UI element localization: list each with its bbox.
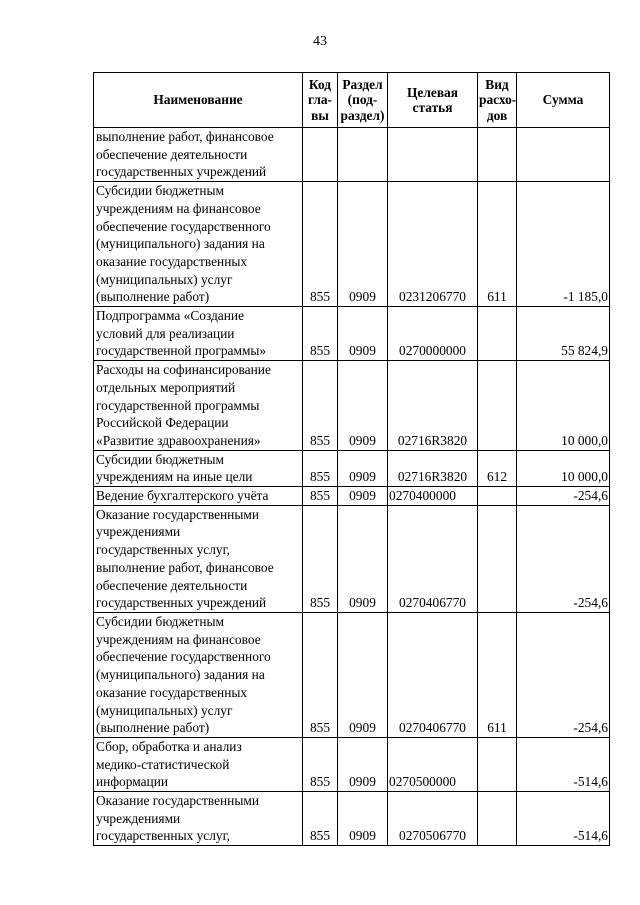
row-section: 0909	[338, 737, 388, 791]
row-sum: -514,6	[517, 792, 610, 846]
row-sum: -254,6	[517, 487, 610, 506]
row-target: 0270506770	[388, 792, 478, 846]
row-sum: -1 185,0	[517, 182, 610, 307]
row-type	[478, 505, 517, 612]
table-row	[94, 737, 610, 791]
table-row	[94, 361, 610, 451]
header-code: Код гла- вы	[303, 73, 338, 128]
row-type: 612	[478, 450, 517, 486]
row-code: 855	[303, 737, 338, 791]
table-row	[94, 450, 610, 486]
row-sum: 10 000,0	[517, 450, 610, 486]
table-row	[94, 182, 610, 307]
row-target: 0270406770	[388, 505, 478, 612]
row-name: Субсидии бюджетным учреждениям на финансовое обеспечение государственного (муниципального) задания на оказание государственных (муниципальных) услуг (выполнение работ)	[94, 612, 303, 737]
table-row	[94, 612, 610, 737]
header-sum: Сумма	[517, 73, 610, 128]
row-type	[478, 792, 517, 846]
row-section: 0909	[338, 450, 388, 486]
row-name: Сбор, обработка и анализ медико-статистической информации	[94, 737, 303, 791]
row-code: 855	[303, 361, 338, 451]
table-header-row	[94, 73, 610, 128]
row-target: 0270400000	[388, 487, 478, 506]
row-type	[478, 361, 517, 451]
row-code: 855	[303, 792, 338, 846]
header-target: Целевая статья	[388, 73, 478, 128]
row-sum: -254,6	[517, 612, 610, 737]
row-type: 611	[478, 182, 517, 307]
table-row	[94, 128, 610, 182]
row-sum: 55 824,9	[517, 307, 610, 361]
row-type	[478, 307, 517, 361]
row-name: Оказание государственными учреждениями государственных услуг,	[94, 792, 303, 846]
row-code: 855	[303, 487, 338, 506]
row-code: 855	[303, 182, 338, 307]
table-row	[94, 792, 610, 846]
row-target: 02716R3820	[388, 361, 478, 451]
table-row	[94, 487, 610, 506]
row-sum: -514,6	[517, 737, 610, 791]
row-target: 0231206770	[388, 182, 478, 307]
row-name: Подпрограмма «Создание условий для реализации государственной программы»	[94, 307, 303, 361]
row-name: Оказание государственными учреждениями государственных услуг, выполнение работ, финансовое обеспечение деятельности государственных учреждений	[94, 505, 303, 612]
header-section: Раздел (под- раздел)	[338, 73, 388, 128]
row-target: 0270500000	[388, 737, 478, 791]
row-target	[388, 128, 478, 182]
table-row	[94, 505, 610, 612]
page-number: 43	[313, 34, 327, 49]
row-name: Расходы на софинансирование отдельных мероприятий государственной программы Российской Федерации «Развитие здравоохранения»	[94, 361, 303, 451]
row-type: 611	[478, 612, 517, 737]
row-target: 0270000000	[388, 307, 478, 361]
row-name: Ведение бухгалтерского учёта	[94, 487, 303, 506]
row-code: 855	[303, 307, 338, 361]
row-type	[478, 128, 517, 182]
row-code: 855	[303, 450, 338, 486]
row-section: 0909	[338, 505, 388, 612]
row-sum: -254,6	[517, 505, 610, 612]
row-sum	[517, 128, 610, 182]
row-name: выполнение работ, финансовое обеспечение деятельности государственных учреждений	[94, 128, 303, 182]
row-code: 855	[303, 612, 338, 737]
row-section: 0909	[338, 182, 388, 307]
row-target: 02716R3820	[388, 450, 478, 486]
row-code	[303, 128, 338, 182]
row-target: 0270406770	[388, 612, 478, 737]
row-section: 0909	[338, 612, 388, 737]
budget-table	[93, 72, 610, 846]
table-row	[94, 307, 610, 361]
row-section: 0909	[338, 361, 388, 451]
row-section: 0909	[338, 307, 388, 361]
row-section	[338, 128, 388, 182]
header-name: Наименование	[94, 73, 303, 128]
header-type: Вид расхо- дов	[478, 73, 517, 128]
row-section: 0909	[338, 487, 388, 506]
row-type	[478, 487, 517, 506]
row-name: Субсидии бюджетным учреждениям на иные цели	[94, 450, 303, 486]
row-section: 0909	[338, 792, 388, 846]
row-type	[478, 737, 517, 791]
row-code: 855	[303, 505, 338, 612]
row-name: Субсидии бюджетным учреждениям на финансовое обеспечение государственного (муниципального) задания на оказание государственных (муниципальных) услуг (выполнение работ)	[94, 182, 303, 307]
row-sum: 10 000,0	[517, 361, 610, 451]
